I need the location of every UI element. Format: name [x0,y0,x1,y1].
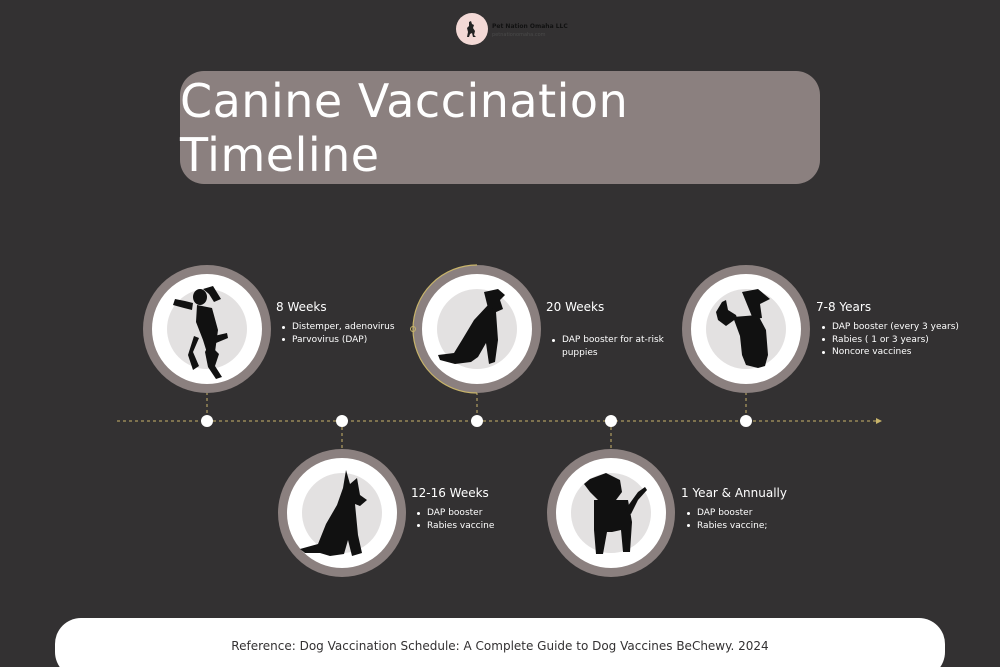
node-8-weeks [201,415,213,427]
stage-circle-8-weeks [143,265,271,393]
list-item: Rabies vaccine; [686,520,767,533]
list-item: Noncore vaccines [821,346,959,359]
list-item: DAP booster [686,507,767,520]
stage-circle-1-year [547,449,675,577]
node-7-8-years [740,415,752,427]
list-item: DAP booster for at-risk [551,334,664,347]
stage-list-20-weeks [551,334,664,359]
stage-list-12-16-weeks [416,507,494,532]
stage-label-8-weeks: 8 Weeks [276,300,327,314]
page-title: Canine Vaccination Timeline [180,73,629,182]
stage-circle-7-8-years [682,265,810,393]
list-item: DAP booster [416,507,494,520]
node-1-year [605,415,617,427]
logo-subtitle: petnationomaha.com [492,32,546,38]
list-item: Rabies ( 1 or 3 years) [821,334,959,347]
stage-label-1-year: 1 Year & Annually [681,486,787,500]
list-item: DAP booster (every 3 years) [821,321,959,334]
node-12-16-weeks [336,415,348,427]
node-20-weeks [471,415,483,427]
list-item: Parvovirus (DAP) [281,334,395,347]
list-item: Rabies vaccine [416,520,494,533]
stage-label-7-8-years: 7-8 Years [816,300,872,314]
stage-circle-12-16-weeks [278,449,406,577]
list-item: Distemper, adenovirus [281,321,395,334]
reference-text: Reference: Dog Vaccination Schedule: A Complete Guide to Dog Vaccines BeChewy. 2024 [231,639,769,653]
list-item: puppies [562,347,598,358]
stage-list-7-8-years [821,321,959,359]
stage-circle-20-weeks [411,265,542,393]
stage-label-20-weeks: 20 Weeks [546,300,605,314]
stage-list-8-weeks [281,321,395,346]
stage-list-1-year [686,507,767,532]
reference-footer [55,618,945,667]
logo-name: Pet Nation Omaha LLC [492,23,568,30]
stage-label-12-16-weeks: 12-16 Weeks [411,486,489,500]
timeline-arrow-icon [876,418,882,424]
